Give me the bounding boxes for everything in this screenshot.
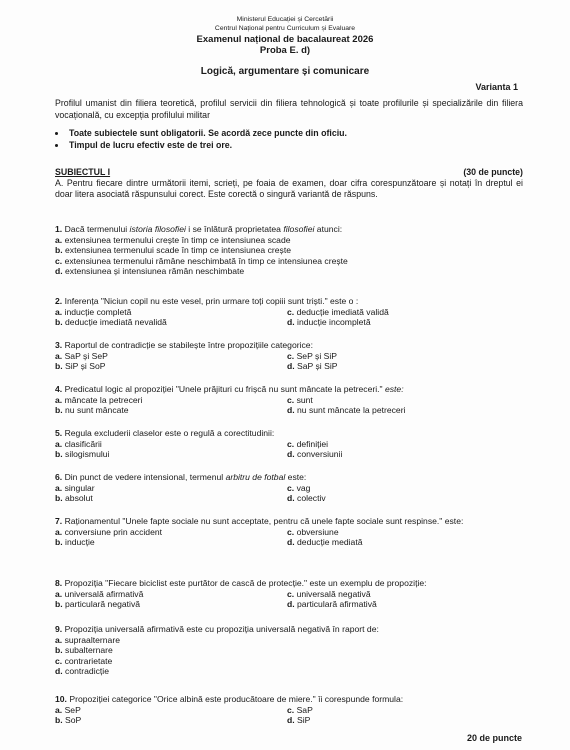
option-text: subalternare <box>65 645 113 655</box>
option-text: extensiunea termenului rămâne neschimbată în timp ce intensiunea crește <box>64 255 348 266</box>
option-letter: c. <box>287 438 295 449</box>
option-letter: d. <box>287 599 295 609</box>
stem-text: Raportul de contradicție se stabilește între propozițiile categorice: <box>64 340 313 350</box>
option <box>55 635 523 646</box>
question-stem <box>55 224 523 235</box>
option <box>55 317 287 328</box>
question-2 <box>55 296 523 328</box>
option-text: contrarietate <box>64 655 113 666</box>
option <box>287 317 523 328</box>
option <box>287 599 523 610</box>
option <box>287 449 523 460</box>
option-letter: a. <box>55 526 63 537</box>
option-letter: b. <box>55 449 63 459</box>
option-text: SaP și SeP <box>64 350 108 361</box>
ministry-name: Ministerul Educației și Cercetării <box>236 16 334 23</box>
option-text: universală afirmativă <box>64 588 144 599</box>
variant-label: Varianta 1 <box>475 82 518 92</box>
option <box>55 439 287 450</box>
options-grid <box>55 439 523 460</box>
option-letter: b. <box>55 599 63 609</box>
option-text: conversiune prin accident <box>64 526 163 537</box>
question-number: 3. <box>55 340 63 350</box>
stem-text: Raționamentul "Unele fapte sociale nu sunt acceptate, pentru că unele fapte sociale sunt respinse." este: <box>64 516 464 526</box>
option-text: absolut <box>65 493 93 503</box>
option <box>287 439 523 450</box>
option-letter: a. <box>55 306 63 317</box>
question-number: 10. <box>55 694 67 704</box>
option <box>55 361 287 372</box>
option-text: deducție imediată nevalidă <box>65 317 167 327</box>
option-letter: a. <box>55 482 63 493</box>
option <box>55 307 287 318</box>
option-letter: d. <box>55 666 63 676</box>
option-letter: a. <box>55 588 63 599</box>
question-7 <box>55 516 523 548</box>
stem-text: atunci: <box>314 224 343 234</box>
question-stem <box>55 624 523 635</box>
option-letter: c. <box>55 655 63 666</box>
option <box>55 449 287 460</box>
option <box>287 493 523 504</box>
option-letter: d. <box>287 715 295 725</box>
option-text: silogismului <box>65 449 110 459</box>
option-text: extensiunea termenului crește în timp ce intensiunea scade <box>64 234 291 245</box>
option <box>55 266 523 277</box>
question-stem <box>55 516 523 527</box>
option-letter: d. <box>55 266 63 276</box>
section-points: (30 de puncte) <box>463 167 523 177</box>
option <box>55 351 287 362</box>
stem-text: Propoziției categorice "Orice albină este producătoare de miere." îi corespunde formula: <box>69 694 404 704</box>
option-text: SiP <box>297 715 311 725</box>
option <box>55 656 523 667</box>
rule-item: • Timpul de lucru efectiv este de trei ore. <box>67 139 535 151</box>
option-text: nu sunt mâncate la petreceri <box>297 405 406 415</box>
exam-name: Examenul național de bacalaureat 2026 <box>196 34 374 45</box>
option-letter: a. <box>55 438 63 449</box>
option <box>287 537 523 548</box>
question-number: 2. <box>55 296 63 306</box>
option-text: SiP și SoP <box>65 361 106 371</box>
option-text: SeP și SiP <box>296 350 338 361</box>
stem-text: Inferența "Niciun copil nu este vesel, prin urmare toți copiii sunt triști." este o : <box>64 296 359 306</box>
option <box>55 493 287 504</box>
options-grid <box>55 589 523 610</box>
section-intro: A. Pentru fiecare dintre următorii itemi, scrieți, pe foaia de examen, doar cifra corespunzătoare și notați în dreptul ei doar litera asociată răspunsului corect. Este corectă o singură variantă de răspuns. <box>55 178 523 199</box>
option <box>55 666 523 677</box>
stem-text: Predicatul logic al propoziției "Unele prăjituri cu frișcă nu sunt mâncate la petreceri." <box>64 384 383 394</box>
option-text: supraalternare <box>64 634 120 645</box>
option-text: particulară afirmativă <box>297 599 377 609</box>
question-5 <box>55 428 523 460</box>
option-text: SaP și SiP <box>297 361 338 371</box>
stem-text: este: <box>285 472 307 482</box>
option-text: nu sunt mâncate <box>65 405 129 415</box>
stem-emphasis: arbitru de fotbal <box>225 472 286 482</box>
option <box>287 307 523 318</box>
stem-text: Regula excluderii claselor este o regulă a corectitudinii: <box>64 428 275 438</box>
option <box>55 705 287 716</box>
option-text: inducție <box>65 537 95 547</box>
option-text: inducție incompletă <box>297 317 371 327</box>
option <box>287 405 523 416</box>
option-letter: c. <box>55 255 63 266</box>
section-subtotal: 20 de puncte <box>466 733 522 743</box>
option-text: colectiv <box>297 493 326 503</box>
option-letter: b. <box>55 493 63 503</box>
option <box>287 527 523 538</box>
option-letter: a. <box>55 234 63 245</box>
option-letter: b. <box>55 715 63 725</box>
option-letter: a. <box>55 634 63 645</box>
test-name: Proba E. d) <box>259 45 311 56</box>
question-stem <box>55 472 523 483</box>
option-text: extensiunea și intensiunea rămân neschimbate <box>65 266 245 276</box>
option <box>55 589 287 600</box>
options-grid <box>55 307 523 328</box>
option <box>55 256 523 267</box>
option-letter: a. <box>55 350 63 361</box>
question-number: 8. <box>55 578 63 588</box>
option-letter: b. <box>55 537 63 547</box>
question-stem <box>55 428 523 439</box>
question-number: 5. <box>55 428 63 438</box>
question-8 <box>55 578 523 610</box>
option-letter: d. <box>287 537 295 547</box>
stem-text: Propoziția universală afirmativă este cu propoziția universală negativă în raport de: <box>64 624 379 634</box>
option-text: deducție imediată validă <box>296 306 389 317</box>
option-letter: c. <box>287 704 295 715</box>
option-text: universală negativă <box>296 588 371 599</box>
question-number: 7. <box>55 516 63 526</box>
option-text: deducție mediată <box>297 537 363 547</box>
question-number: 6. <box>55 472 63 482</box>
question-4 <box>55 384 523 416</box>
option-text: mâncate la petreceri <box>64 394 143 405</box>
option-letter: d. <box>287 361 295 371</box>
option-text: SaP <box>296 704 313 715</box>
options-grid <box>55 351 523 372</box>
option <box>55 645 523 656</box>
option <box>287 589 523 600</box>
stem-text: Propoziția "Fiecare biciclist este purtător de cască de protecție." este un exemplu de propoziție: <box>64 578 427 588</box>
subject-name: Logică, argumentare și comunicare <box>200 66 370 77</box>
stem-text: Dacă termenului <box>64 224 130 234</box>
question-stem <box>55 578 523 589</box>
option <box>287 361 523 372</box>
option-text: SoP <box>65 715 82 725</box>
option-letter: a. <box>55 394 63 405</box>
option-text: vag <box>296 482 311 493</box>
section-title: SUBIECTUL I <box>55 167 111 177</box>
option-letter: b. <box>55 245 63 255</box>
options-grid <box>55 527 523 548</box>
option <box>287 705 523 716</box>
option-letter: a. <box>55 704 63 715</box>
exam-title <box>0 34 570 56</box>
question-number: 4. <box>55 384 63 394</box>
question-stem <box>55 384 523 395</box>
option <box>287 351 523 362</box>
options-grid <box>55 705 523 726</box>
section-header <box>55 167 523 177</box>
profile-text: Profilul umanist din filiera teoretică, profilul servicii din filiera tehnologică și toate profilurile și specializările din filiera vocațională, cu excepția profilului militar <box>55 98 523 120</box>
option <box>287 715 523 726</box>
stem-emphasis: istoria filosofiei <box>129 224 186 234</box>
option <box>55 537 287 548</box>
question-10 <box>55 694 523 726</box>
question-stem <box>55 694 523 705</box>
option <box>55 483 287 494</box>
option-letter: d. <box>287 405 295 415</box>
question-9 <box>55 624 523 677</box>
option-letter: d. <box>287 449 295 459</box>
option-text: SeP <box>64 704 81 715</box>
options-grid <box>55 483 523 504</box>
option-text: contradicție <box>65 666 109 676</box>
option-letter: c. <box>287 394 295 405</box>
option <box>55 245 523 256</box>
option-letter: c. <box>287 526 295 537</box>
option <box>55 405 287 416</box>
option-letter: b. <box>55 645 63 655</box>
rules-list <box>55 127 535 151</box>
option-letter: b. <box>55 317 63 327</box>
option-text: clasificării <box>64 438 102 449</box>
option-text: singular <box>64 482 95 493</box>
option-letter: b. <box>55 405 63 415</box>
stem-text: i se înlătură proprietatea <box>185 224 284 234</box>
option <box>55 527 287 538</box>
question-stem <box>55 296 523 307</box>
question-number: 1. <box>55 224 63 234</box>
option-text: sunt <box>296 394 313 405</box>
option-text: inducție completă <box>64 306 132 317</box>
option-text: extensiunea termenului scade în timp ce intensiunea crește <box>65 245 291 255</box>
option-letter: d. <box>287 493 295 503</box>
rule-item: • Toate subiectele sunt obligatorii. Se acordă zece puncte din oficiu. <box>67 127 535 139</box>
option-text: conversiunii <box>297 449 343 459</box>
option-text: particulară negativă <box>65 599 141 609</box>
stem-emphasis: filosofiei <box>283 224 315 234</box>
option-letter: c. <box>287 350 295 361</box>
option-letter: c. <box>287 588 295 599</box>
option-text: definiției <box>296 438 329 449</box>
option-text: obversiune <box>296 526 339 537</box>
options-grid <box>55 395 523 416</box>
option <box>55 715 287 726</box>
option <box>55 235 523 246</box>
question-1 <box>55 224 523 277</box>
option-letter: d. <box>287 317 295 327</box>
option <box>287 483 523 494</box>
option-letter: c. <box>287 306 295 317</box>
ministry-header <box>0 15 570 33</box>
stem-text: Din punct de vedere intensional, termenul <box>64 472 226 482</box>
option-letter: c. <box>287 482 295 493</box>
center-name: Centrul Național pentru Curriculum și Evaluare <box>214 25 356 32</box>
question-3 <box>55 340 523 372</box>
option <box>287 395 523 406</box>
question-6 <box>55 472 523 504</box>
question-number: 9. <box>55 624 63 634</box>
stem-emphasis: este: <box>382 384 404 394</box>
option-letter: b. <box>55 361 63 371</box>
option <box>55 395 287 406</box>
option <box>55 599 287 610</box>
question-stem <box>55 340 523 351</box>
